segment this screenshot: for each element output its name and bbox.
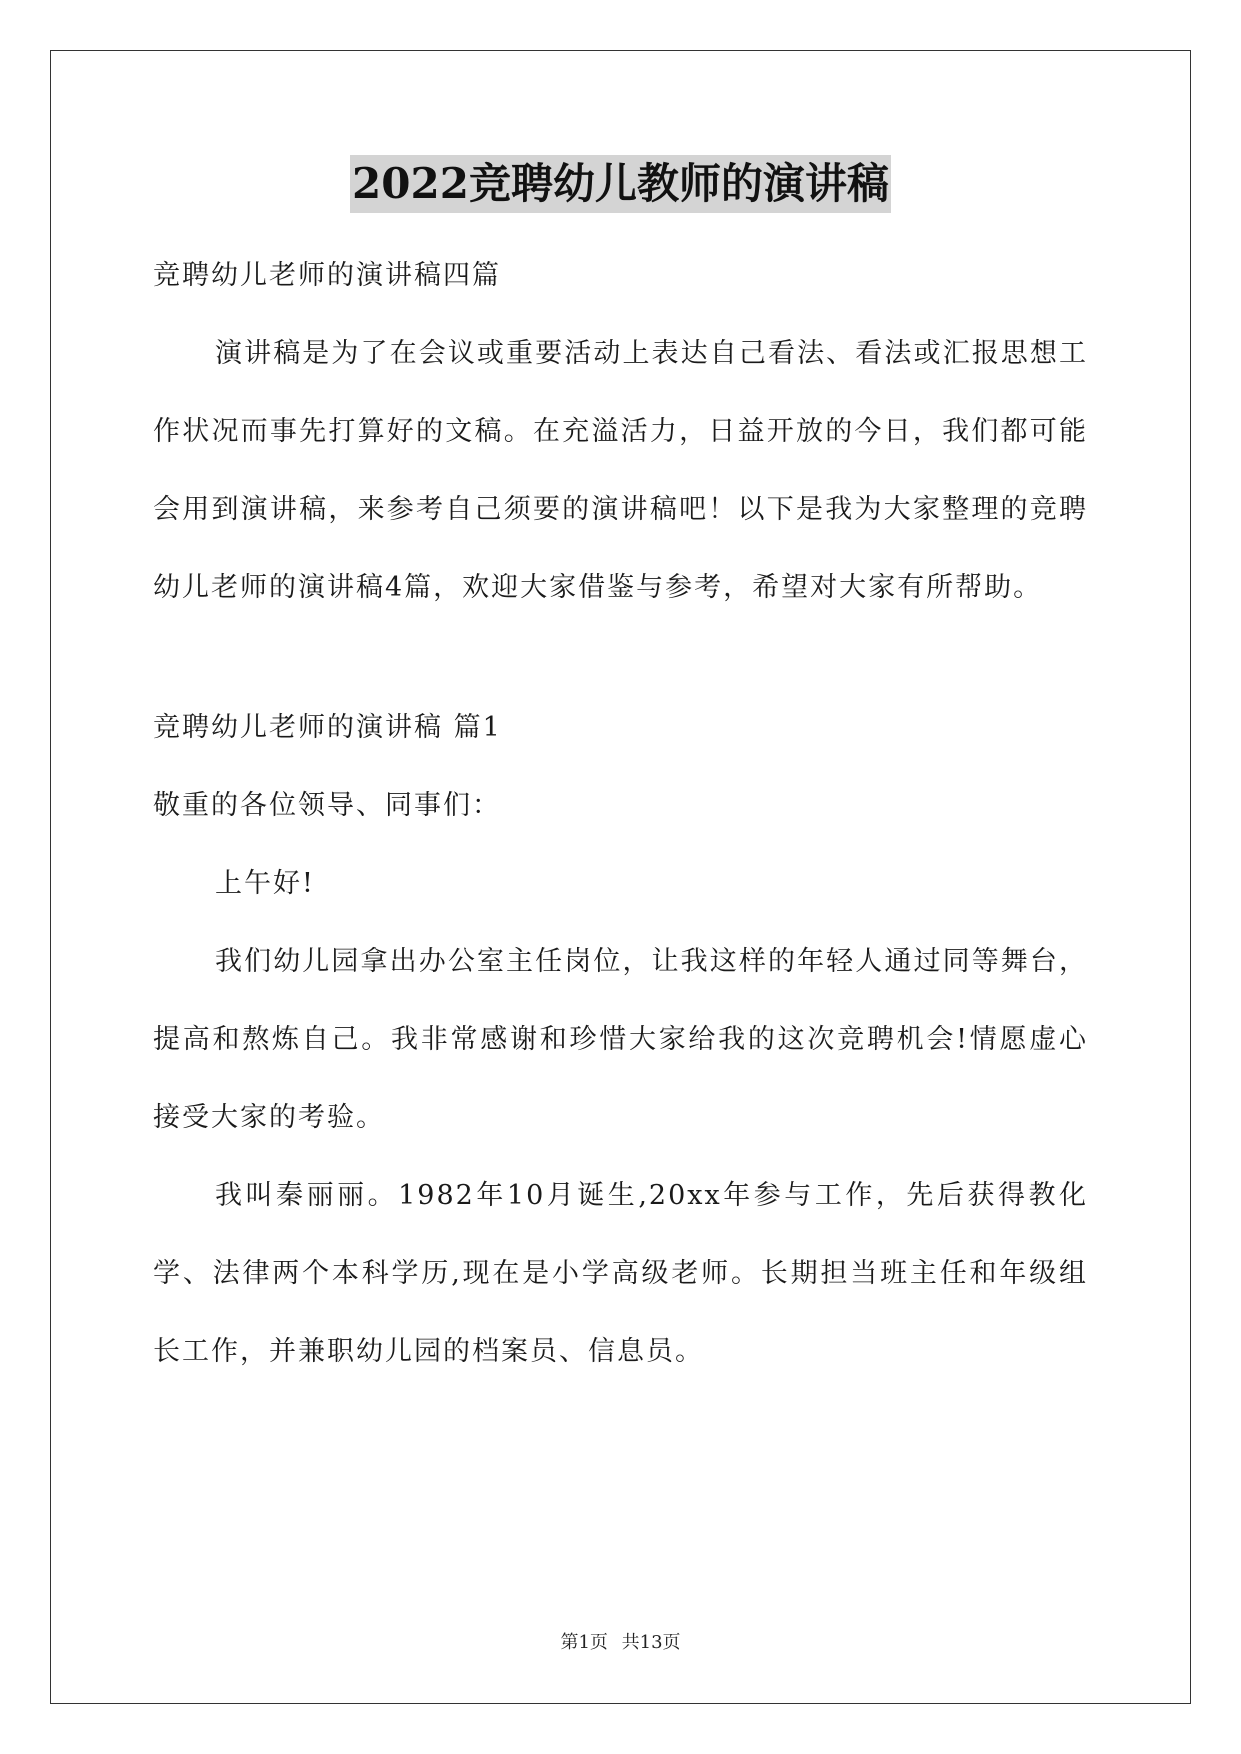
greeting: 上午好!	[215, 868, 315, 899]
body-paragraph-1: 我们幼儿园拿出办公室主任岗位，让我这样的年轻人通过同等舞台，提高和熬炼自己。我非常感谢和珍惜大家给我的这次竞聘机会!情愿虚心接受大家的考验。	[153, 946, 1088, 1133]
body-paragraph-2: 我叫秦丽丽。1982年10月诞生,20xx年参与工作，先后获得教化学、法律两个本科学历,现在是小学高级老师。长期担当班主任和年级组长工作，并兼职幼儿园的档案员、信息员。	[153, 1180, 1088, 1367]
section-heading: 竞聘幼儿老师的演讲稿 篇1	[153, 712, 502, 743]
title-container	[0, 155, 1241, 213]
document-subtitle: 竞聘幼儿老师的演讲稿四篇	[153, 260, 501, 291]
page-footer	[0, 1628, 1241, 1654]
page-number-current: 第1页	[560, 1632, 608, 1653]
page-number-total: 共13页	[621, 1632, 681, 1653]
document-body	[153, 237, 1088, 1391]
section-spacer	[153, 627, 1088, 689]
document-title: 2022竞聘幼儿教师的演讲稿	[350, 155, 891, 213]
salutation: 敬重的各位领导、同事们：	[153, 790, 501, 821]
intro-paragraph: 演讲稿是为了在会议或重要活动上表达自己看法、看法或汇报思想工作状况而事先打算好的文稿。在充溢活力，日益开放的今日，我们都可能会用到演讲稿，来参考自己须要的演讲稿吧！以下是我为大家整理的竞聘幼儿老师的演讲稿4篇，欢迎大家借鉴与参考，希望对大家有所帮助。	[153, 338, 1088, 603]
